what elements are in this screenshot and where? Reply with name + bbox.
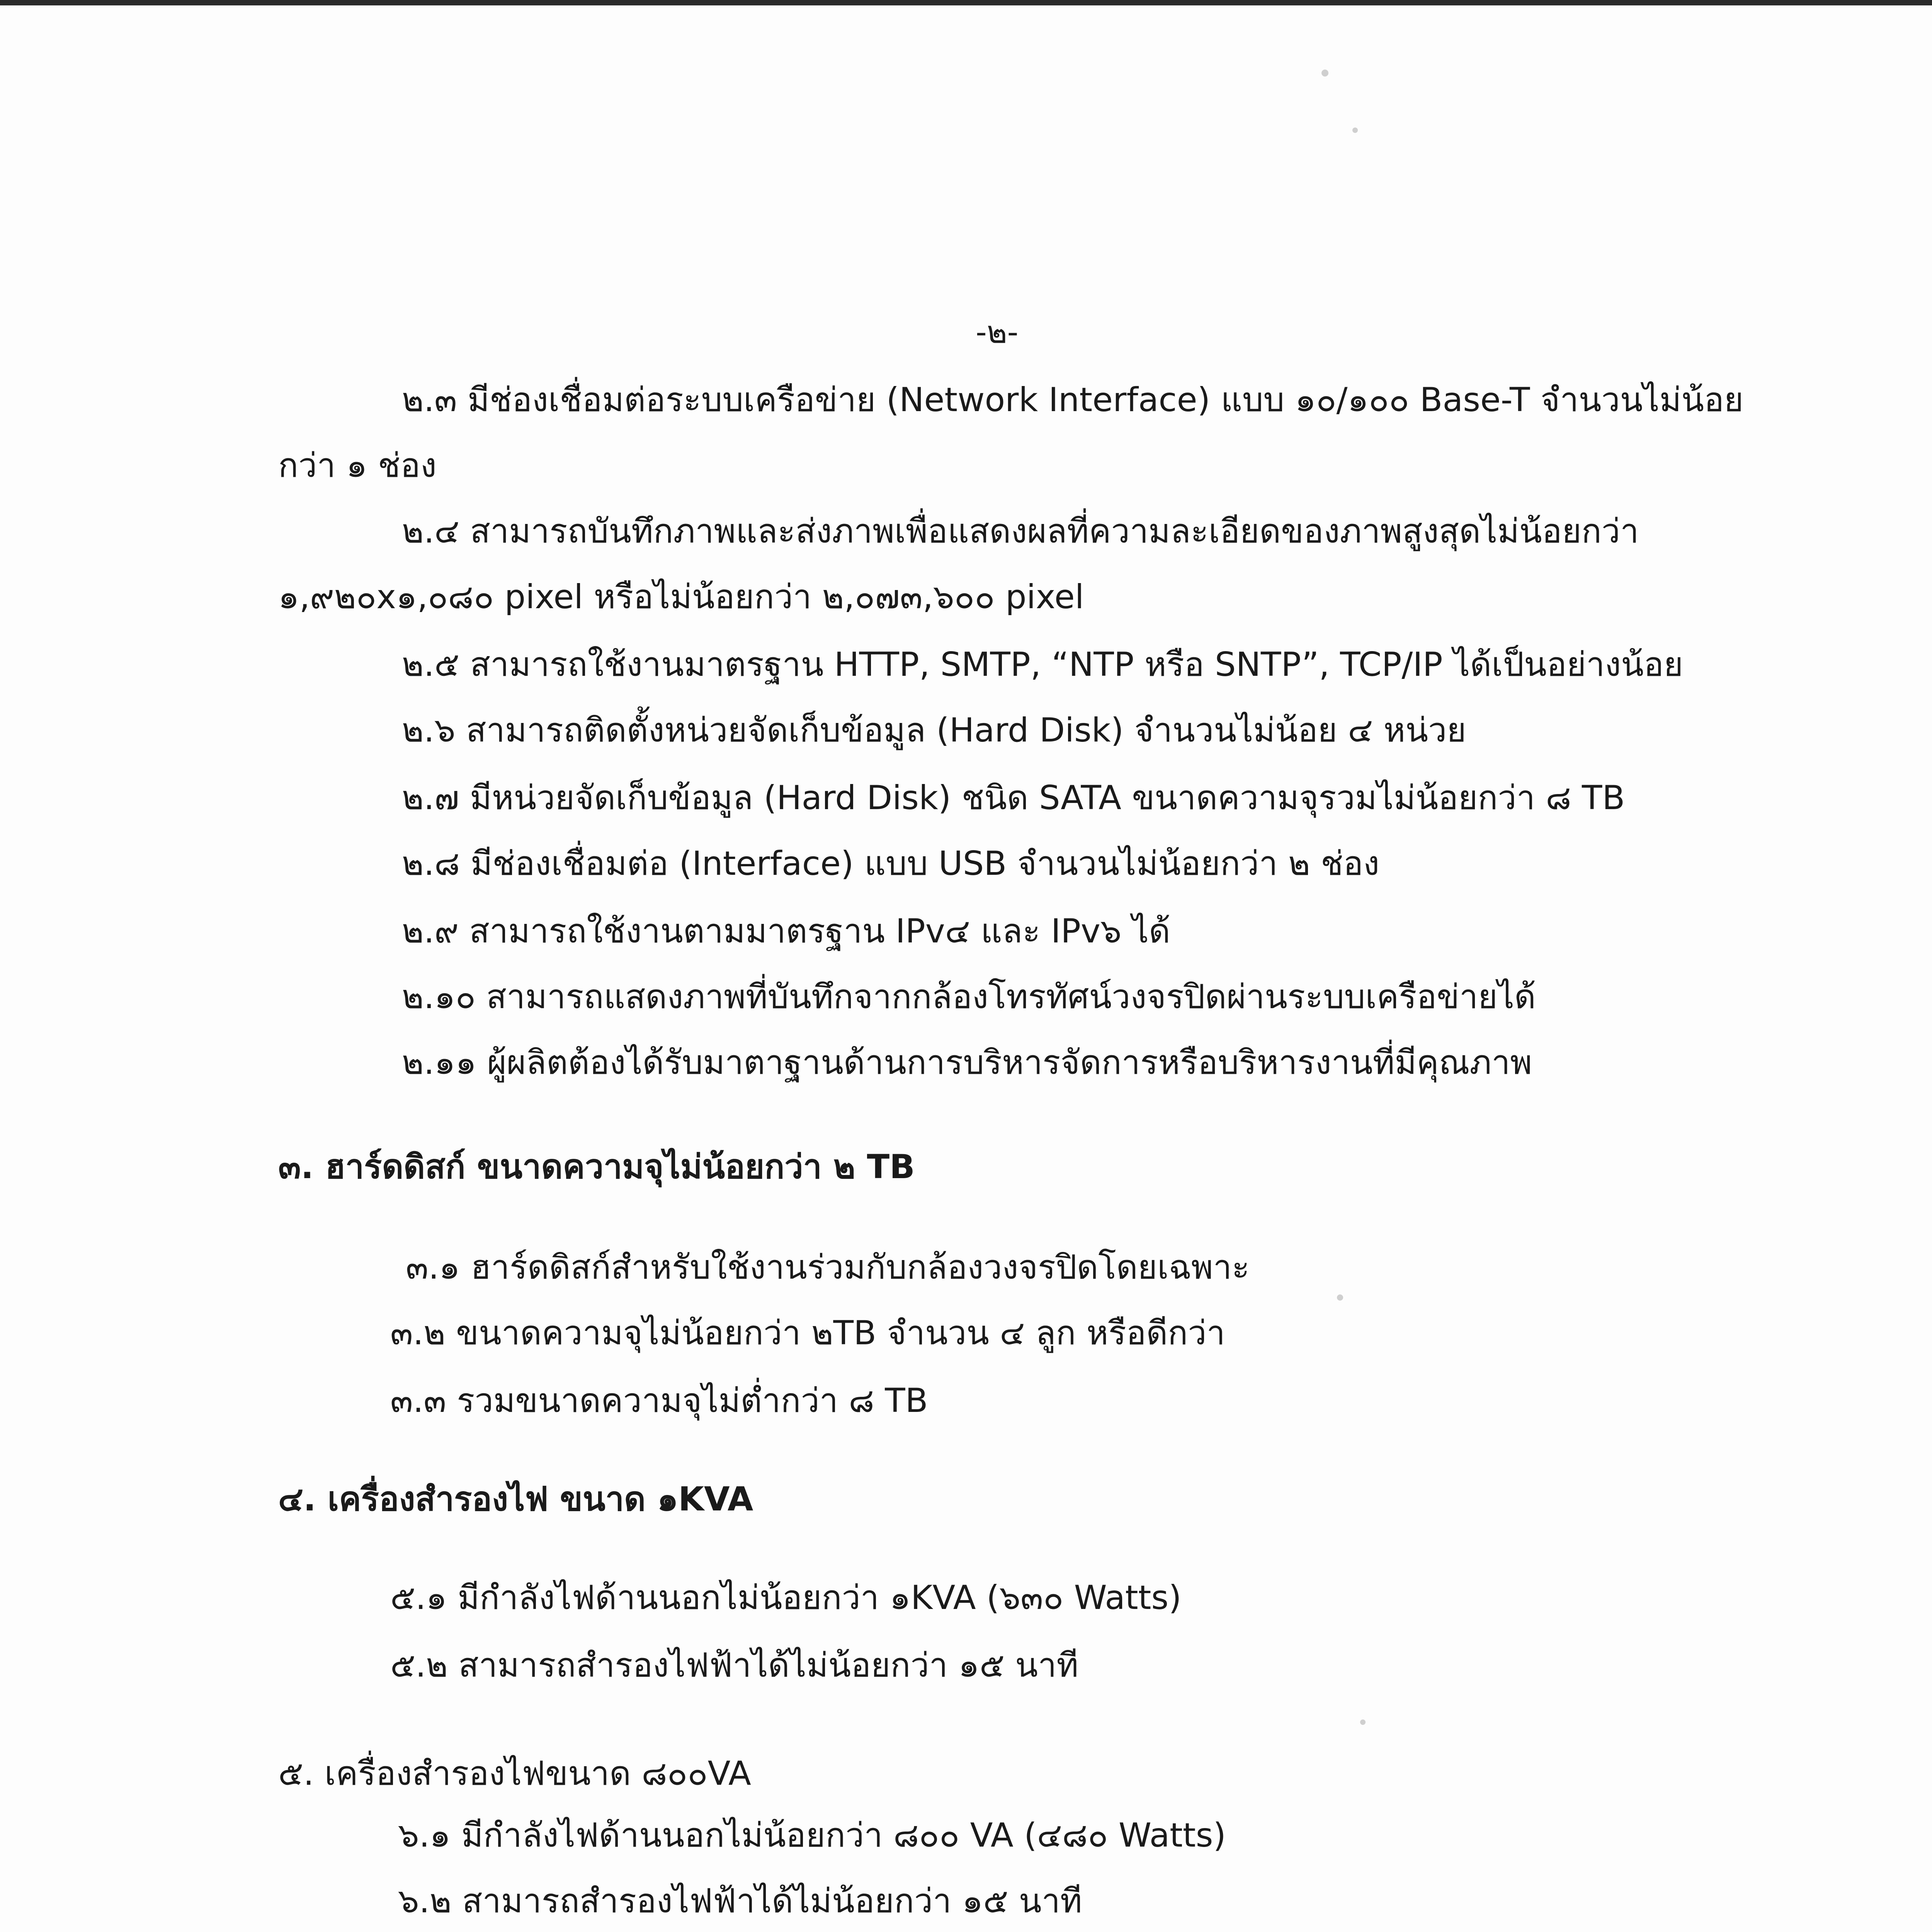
section-5-heading: ๕. เครื่องสำรองไฟขนาด ๘๐๐VA <box>278 1754 751 1793</box>
item-5-2: ๖.๒ สามารถสำรองไฟฟ้าได้ไม่น้อยกว่า ๑๕ นาที <box>398 1882 1082 1920</box>
item-2-4-cont: ๑,๙๒๐x๑,๐๘๐ pixel หรือไม่น้อยกว่า ๒,๐๗๓,๖๐๐ pixel <box>278 578 1084 616</box>
scan-speck <box>1360 1719 1366 1725</box>
item-2-4: ๒.๔ สามารถบันทึกภาพและส่งภาพเพื่อแสดงผลที่ความละเอียดของภาพสูงสุดไม่น้อยกว่า <box>402 512 1639 551</box>
item-4-1: ๕.๑ มีกำลังไฟด้านนอกไม่น้อยกว่า ๑KVA (๖๓๐ Watts) <box>390 1578 1182 1617</box>
item-3-1: ๓.๑ ฮาร์ดดิสก์สำหรับใช้งานร่วมกับกล้องวงจรปิดโดยเฉพาะ <box>406 1248 1250 1287</box>
item-3-2: ๓.๒ ขนาดความจุไม่น้อยกว่า ๒TB จำนวน ๔ ลูก หรือดีกว่า <box>390 1314 1225 1352</box>
scan-speck <box>1352 128 1358 133</box>
item-2-3-cont: กว่า ๑ ช่อง <box>278 446 437 485</box>
item-2-8: ๒.๘ มีช่องเชื่อมต่อ (Interface) แบบ USB จำนวนไม่น้อยกว่า ๒ ช่อง <box>402 844 1379 883</box>
item-3-3: ๓.๓ รวมขนาดความจุไม่ต่ำกว่า ๘ TB <box>390 1381 928 1420</box>
item-2-9: ๒.๙ สามารถใช้งานตามมาตรฐาน IPv๔ และ IPv๖ ได้ <box>402 912 1170 951</box>
scan-top-edge <box>0 0 1932 5</box>
item-2-3: ๒.๓ มีช่องเชื่อมต่อระบบเครือข่าย (Network Interface) แบบ ๑๐/๑๐๐ Base-T จำนวนไม่น้อย <box>402 381 1744 419</box>
item-2-7: ๒.๗ มีหน่วยจัดเก็บข้อมูล (Hard Disk) ชนิด SATA ขนาดความจุรวมไม่น้อยกว่า ๘ TB <box>402 779 1625 817</box>
item-2-10: ๒.๑๐ สามารถแสดงภาพที่บันทึกจากกล้องโทรทัศน์วงจรปิดผ่านระบบเครือข่ายได้ <box>402 978 1536 1016</box>
section-3-heading: ๓. ฮาร์ดดิสก์ ขนาดความจุไม่น้อยกว่า ๒ TB <box>278 1148 915 1186</box>
item-4-2: ๕.๒ สามารถสำรองไฟฟ้าได้ไม่น้อยกว่า ๑๕ นาที <box>390 1646 1079 1685</box>
item-5-1: ๖.๑ มีกำลังไฟด้านนอกไม่น้อยกว่า ๘๐๐ VA (๔๘๐ Watts) <box>398 1816 1226 1855</box>
section-4-heading: ๔. เครื่องสำรองไฟ ขนาด ๑KVA <box>278 1480 753 1519</box>
scan-speck <box>1337 1294 1343 1301</box>
page-number: -๒- <box>976 314 1019 350</box>
item-2-5: ๒.๕ สามารถใช้งานมาตรฐาน HTTP, SMTP, “NTP หรือ SNTP”, TCP/IP ได้เป็นอย่างน้อย <box>402 645 1683 684</box>
scan-speck <box>1321 70 1328 77</box>
item-2-6: ๒.๖ สามารถติดตั้งหน่วยจัดเก็บข้อมูล (Hard Disk) จำนวนไม่น้อย ๔ หน่วย <box>402 711 1466 750</box>
item-2-11: ๒.๑๑ ผู้ผลิตต้องได้รับมาตาฐานด้านการบริหารจัดการหรือบริหารงานที่มีคุณภาพ <box>402 1043 1532 1082</box>
